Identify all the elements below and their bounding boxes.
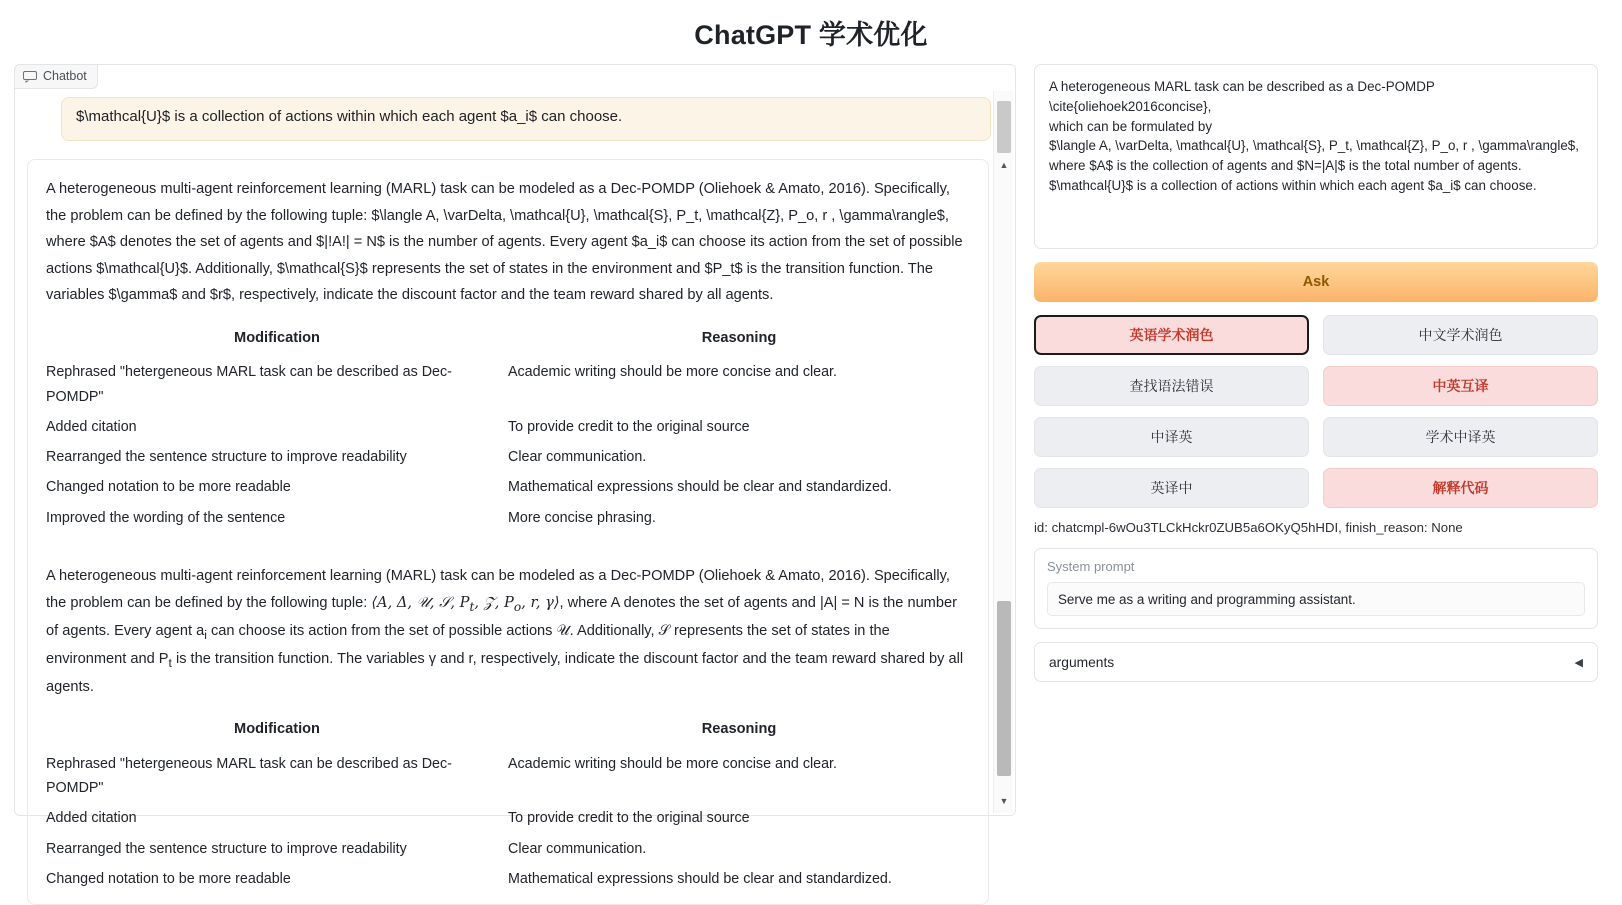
cell-modification: Added citation <box>46 418 137 435</box>
rendered-tuple <box>371 593 560 614</box>
table-header-modification: Modification <box>234 721 320 738</box>
chat-bubble-icon <box>23 71 37 82</box>
button-zh-to-en[interactable]: 中译英 <box>1034 417 1309 457</box>
sub-t: t <box>168 655 172 670</box>
table-row <box>46 442 970 472</box>
chat-scroll-area <box>15 91 1015 888</box>
table-row <box>46 472 970 502</box>
button-english-polish[interactable]: 英语学术润色 <box>1034 315 1309 355</box>
modification-table-raw <box>46 323 970 533</box>
tuple-part-3: , r, γ⟩ <box>521 593 560 611</box>
cell-reasoning: To provide credit to the original source <box>508 810 750 827</box>
sub-i: i <box>204 627 207 642</box>
cell-modification: Changed notation to be more readable <box>46 479 291 496</box>
tuple-sub-t: t <box>469 599 475 614</box>
button-academic-zh-to-en[interactable]: 学术中译英 <box>1323 417 1598 457</box>
prompt-input[interactable] <box>1034 64 1598 249</box>
bot-raw-paragraph: A heterogeneous multi-agent reinforcement learning (MARL) task can be modeled as a Dec-POMDP (Oliehoek & Amato, 2016). Specifically, the problem can be defined by the following tuple: $\langle A, \varDelta, \mathcal{U}, \mathcal{S}, P_t, \mathcal{Z}, P_o, r , \gamma\rangle$, where $A$ denotes the set of agents and $|!A!| = N$ is the number of agents. Every agent $a_i$ can choose its action from the set of possible actions $\mathcal{U}$. Additionally, $\mathcal{S}$ represents the set of states in the environment and $P_t$ is the transition function. The variables $\gamma$ and $r$, respectively, indicate the discount factor and the team reward shared by all agents. <box>46 181 963 304</box>
control-column <box>1034 64 1598 682</box>
table-header-row <box>46 323 970 358</box>
tuple-part-1: ⟨A, Δ, 𝒰, 𝒮, P <box>371 593 470 611</box>
cell-reasoning: To provide credit to the original source <box>508 418 750 435</box>
cell-modification: Rearranged the sentence structure to improve readability <box>46 840 407 857</box>
table-row <box>46 412 970 442</box>
button-find-grammar-errors[interactable]: 查找语法错误 <box>1034 366 1309 406</box>
button-chinese-polish[interactable]: 中文学术润色 <box>1323 315 1598 355</box>
cell-modification: Changed notation to be more readable <box>46 871 291 888</box>
chat-scrollbar[interactable] <box>993 91 1013 813</box>
scroll-up-arrow-icon[interactable]: ▲ <box>999 160 1009 170</box>
table-row <box>46 503 970 533</box>
bot-rendered-paragraph <box>46 563 970 700</box>
function-button-grid <box>1034 315 1598 508</box>
table-row <box>46 803 970 833</box>
ask-button[interactable]: Ask <box>1034 262 1598 302</box>
cell-reasoning: Clear communication. <box>508 840 647 857</box>
table-header-reasoning: Reasoning <box>701 329 777 346</box>
cell-reasoning: Clear communication. <box>508 449 647 466</box>
page-title: ChatGPT 学术优化 <box>694 20 928 50</box>
rendered-text-1: A heterogeneous multi-agent reinforcement learning (MARL) task can be modeled as a Dec-POMDP (Oliehoek & Amato, 2016). Specifically, the problem can be defined by the following tuple: <box>46 568 950 611</box>
chevron-left-icon[interactable]: ◀ <box>1574 656 1583 669</box>
scrollbar-track-upper[interactable] <box>997 101 1011 153</box>
modification-table-rendered <box>46 714 970 894</box>
table-header-row <box>46 714 970 749</box>
button-zh-en-mutual-translate[interactable]: 中英互译 <box>1323 366 1598 406</box>
table-row <box>46 834 970 864</box>
rendered-text-2: , where A denotes the set of agents and |A| = N is the number of agents. Every agent a <box>46 594 957 639</box>
cell-modification: Rearranged the sentence structure to improve readability <box>46 449 407 466</box>
user-message-bubble: $\mathcal{U}$ is a collection of actions within which each agent $a_i$ can choose. <box>61 97 991 141</box>
response-meta: id: chatcmpl-6wOu3TLCkHckr0ZUB5a6OKyQ5hHDI, finish_reason: None <box>1034 520 1463 535</box>
scroll-down-arrow-icon[interactable]: ▼ <box>999 796 1009 806</box>
chatbot-tab-label: Chatbot <box>43 69 87 83</box>
chatbot-tab[interactable] <box>14 64 98 89</box>
chatbot-panel <box>14 64 1016 888</box>
rendered-text-4: is the transition function. The variables γ and r, respectively, indicate the discount factor and the team reward shared by all agents. <box>46 650 964 695</box>
cell-modification: Rephrased "hetergeneous MARL task can be described as Dec-POMDP" <box>46 755 452 797</box>
arguments-label: arguments <box>1049 654 1115 670</box>
cell-modification: Improved the wording of the sentence <box>46 509 286 526</box>
main-layout <box>0 64 1622 888</box>
arguments-accordion[interactable] <box>1034 642 1598 682</box>
tuple-part-2: , 𝒵, P <box>474 593 514 611</box>
cell-modification: Added citation <box>46 810 137 827</box>
cell-reasoning: More concise phrasing. <box>508 509 656 526</box>
cell-modification: Rephrased "hetergeneous MARL task can be described as Dec-POMDP" <box>46 364 452 405</box>
bot-message-raw <box>27 159 989 905</box>
cell-reasoning: Academic writing should be more concise and clear. <box>508 364 837 381</box>
tuple-sub-o: o <box>513 599 522 614</box>
table-header-modification: Modification <box>234 329 320 346</box>
button-explain-code[interactable]: 解释代码 <box>1323 468 1598 508</box>
cell-reasoning: Mathematical expressions should be clear and standardized. <box>508 871 892 888</box>
table-row <box>46 749 970 804</box>
cell-reasoning: Academic writing should be more concise and clear. <box>508 755 837 772</box>
system-prompt-label: System prompt <box>1047 559 1135 574</box>
table-header-reasoning: Reasoning <box>701 721 777 738</box>
rendered-text-3: can choose its action from the set of possible actions 𝒰. Additionally, 𝒮 represents the set of states in the environment and P <box>46 622 890 667</box>
scrollbar-thumb[interactable] <box>997 601 1011 776</box>
cell-reasoning: Mathematical expressions should be clear and standardized. <box>508 479 892 496</box>
system-prompt-input[interactable] <box>1047 582 1585 616</box>
table-row <box>46 864 970 894</box>
system-prompt-section <box>1034 548 1598 629</box>
button-en-to-zh[interactable]: 英译中 <box>1034 468 1309 508</box>
table-row <box>46 357 970 412</box>
